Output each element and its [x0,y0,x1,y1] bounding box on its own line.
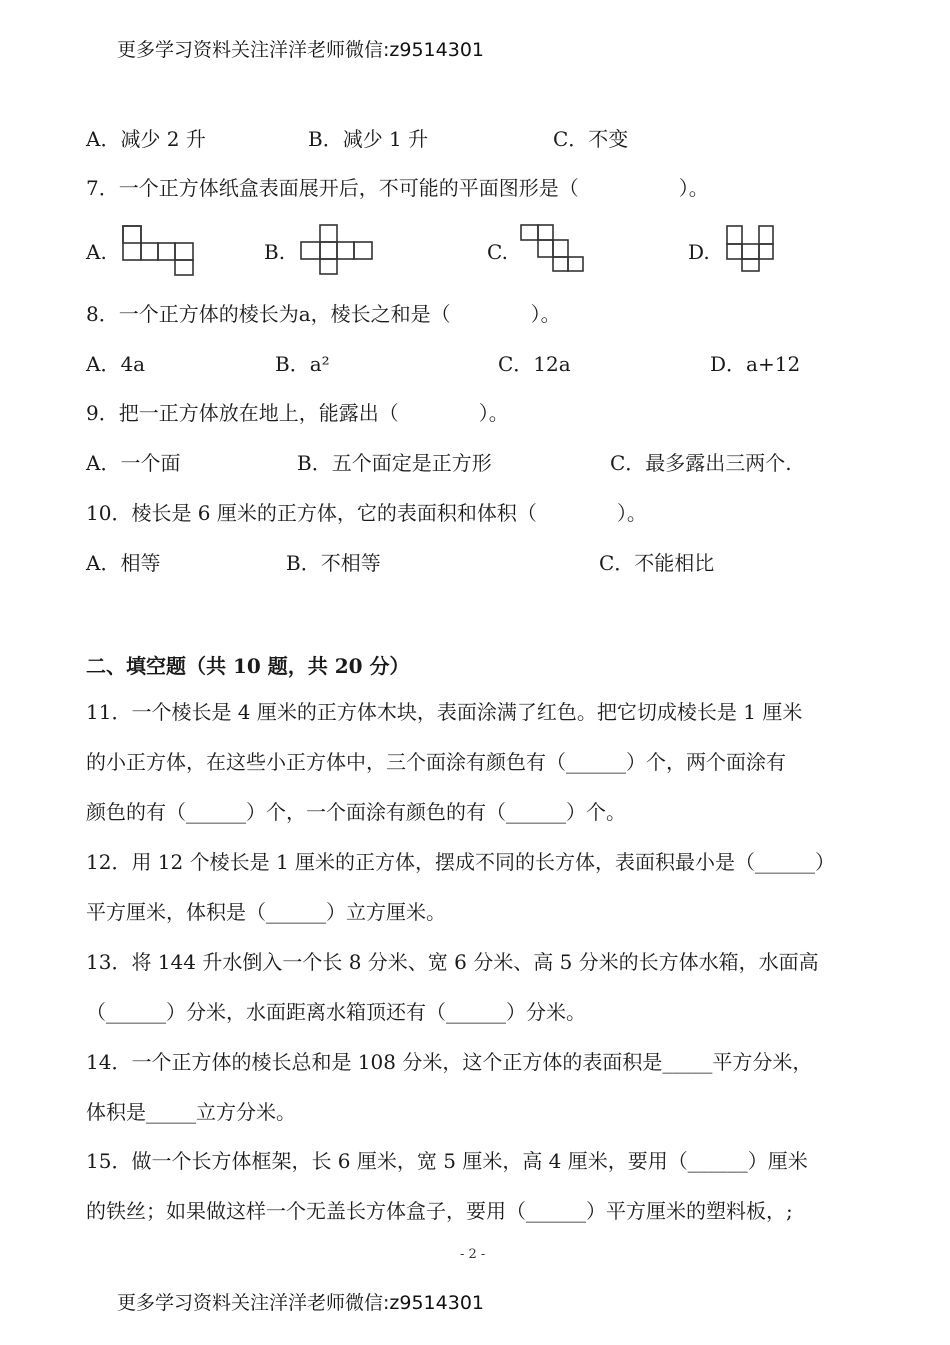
q6-option-a: A．减少 2 升 [86,127,206,151]
q7-net-b [298,222,378,278]
q6-option-b: B．减少 1 升 [308,127,429,151]
q12-line-1: 12．用 12 个棱长是 1 厘米的正方体，摆成不同的长方体，表面积最小是（______） [86,850,836,874]
q7-option-a-label: A. [86,240,107,264]
q8-option-b: B．a² [275,352,330,376]
q10-option-a: A．相等 [86,551,161,575]
q6-option-c: C．不变 [553,127,629,151]
q7-option-c-label: C. [487,240,508,264]
page-header: 更多学习资料关注洋洋老师微信:z9514301 [117,39,484,61]
q7-option-d-label: D. [688,240,710,264]
q8-option-c: C．12a [498,352,571,376]
q15-line-2: 的铁丝；如果做这样一个无盖长方体盒子，要用（______）平方厘米的塑料板，; [86,1199,793,1223]
q9-option-c: C．最多露出三两个. [610,451,792,475]
q7-net-d [722,222,782,278]
q8-option-d: D．a+12 [710,352,801,376]
q11-line-1: 11．一个棱长是 4 厘米的正方体木块，表面涂满了红色。把它切成棱长是 1 厘米 [86,700,803,724]
q7-net-c [518,222,588,278]
page-number: - 2 - [460,1247,486,1262]
q15-line-1: 15．做一个长方体框架，长 6 厘米，宽 5 厘米，高 4 厘米，要用（______）厘米 [86,1149,808,1173]
q8-text: 8．一个正方体的棱长为a，棱长之和是（ ）。 [86,302,561,326]
q9-option-a: A．一个面 [86,451,181,475]
q9-option-b: B．五个面定是正方形 [297,451,492,475]
q10-option-b: B．不相等 [286,551,381,575]
q12-line-2: 平方厘米，体积是（______）立方厘米。 [86,900,446,924]
q8-option-a: A．4a [86,352,146,376]
q13-line-1: 13．将 144 升水倒入一个长 8 分米、宽 6 分米、高 5 分米的长方体水箱，水面高 [86,950,819,974]
q14-line-2: 体积是_____立方分米。 [86,1100,296,1124]
q7-text: 7．一个正方体纸盒表面展开后，不可能的平面图形是（ ）。 [86,176,709,200]
q9-text: 9．把一正方体放在地上，能露出（ ）。 [86,401,509,425]
q7-option-b-label: B. [264,240,286,264]
q14-line-1: 14．一个正方体的棱长总和是 108 分米，这个正方体的表面积是_____平方分米， [86,1050,813,1074]
q11-line-3: 颜色的有（______）个，一个面涂有颜色的有（______）个。 [86,800,626,824]
section-title: 二、填空题（共 10 题，共 20 分） [86,654,410,678]
q10-option-c: C．不能相比 [599,551,715,575]
q10-text: 10．棱长是 6 厘米的正方体，它的表面积和体积（ ）。 [86,501,647,525]
q13-line-2: （______）分米，水面距离水箱顶还有（______）分米。 [86,1000,586,1024]
q11-line-2: 的小正方体，在这些小正方体中，三个面涂有颜色有（______）个，两个面涂有 [86,750,786,774]
page-footer: 更多学习资料关注洋洋老师微信:z9514301 [117,1292,484,1314]
q7-net-a [120,223,200,279]
